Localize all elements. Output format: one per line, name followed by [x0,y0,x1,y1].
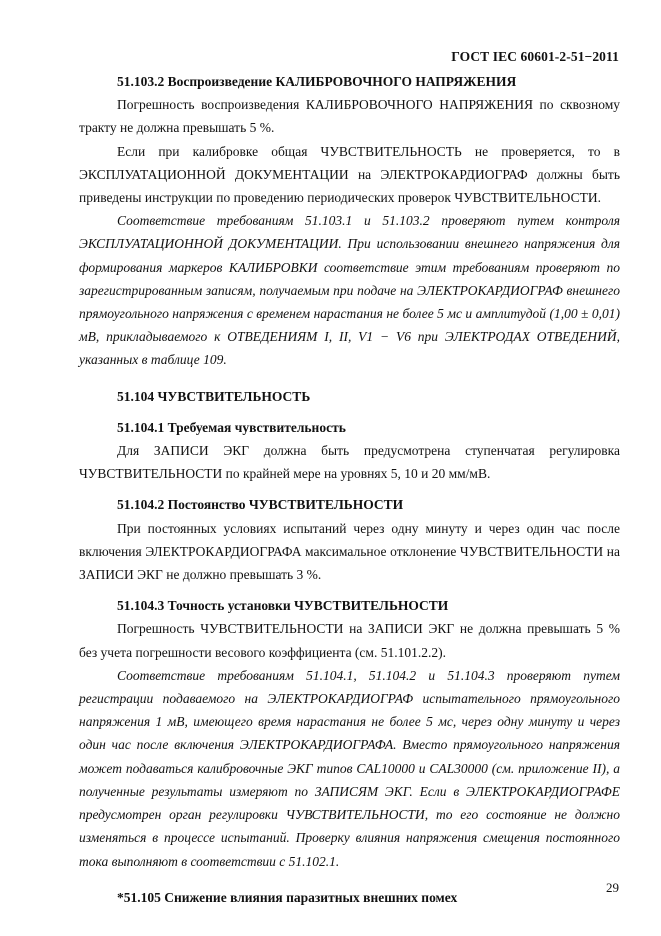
paragraph: При постоянных условиях испытаний через одну минуту и через один час после включения ЭЛЕКТРОКАРДИОГРАФА максимальное отклонение ЧУВСТВИТЕЛЬНОСТИ на ЗАПИСИ ЭКГ не должно превышать 3 %. [79,520,620,583]
heading-51-103-2: 51.103.2 Воспроизведение КАЛИБРОВОЧНОГО НАПРЯЖЕНИЯ [117,74,517,89]
paragraph: Погрешность воспроизведения КАЛИБРОВОЧНОГО НАПРЯЖЕНИЯ по сквозному тракту не должна превышать 5 %. [79,97,620,136]
document-header: ГОСТ IEC 60601-2-51−2011 [451,49,619,64]
page-number: 29 [606,880,619,895]
heading-51-104: 51.104 ЧУВСТВИТЕЛЬНОСТЬ [117,388,311,404]
paragraph: Для ЗАПИСИ ЭКГ должна быть предусмотрена ступенчатая регулировка ЧУВСТВИТЕЛЬНОСТИ по крайней мере на уровнях 5, 10 и 20 мм/мВ. [79,443,620,482]
paragraph: Если при калибровке общая ЧУВСТВИТЕЛЬНОСТЬ не проверяется, то в ЭКСПЛУАТАЦИОННОЙ ДОКУМЕНТАЦИИ на ЭЛЕКТРОКАРДИОГРАФ должны быть приведены инструкции по проведению периодических проверок ЧУВСТВИТЕЛЬНОСТИ. [79,143,620,206]
compliance-paragraph: Соответствие требованиям 51.104.1, 51.104.2 и 51.104.3 проверяют путем регистрации подаваемого на ЭЛЕКТРОКАРДИОГРАФ испытательного прямоугольного напряжения 1 мВ, имеющего время нарастания не более 5 мс, через одну минуту и через один час после включения ЭЛЕКТРОКАРДИОГРАФА. Вместо прямоугольного напряжения может подаваться калибровочные ЭКГ типов CAL10000 и CAL30000 (см. приложение II), а полученные результаты измеряют по ЗАПИСЯМ ЭКГ. Если в ЭЛЕКТРОКАРДИОГРАФЕ предусмотрен орган регулировки ЧУВСТВИТЕЛЬНОСТИ, то его состояние не должно изменяться в процессе испытаний. Проверку влияния напряжения смещения постоянного тока выполняют в соответствии с 51.102.1. [79,667,620,869]
heading-51-105: *51.105 Снижение влияния паразитных внешних помех [117,889,458,905]
paragraph: Погрешность ЧУВСТВИТЕЛЬНОСТИ на ЗАПИСИ ЭКГ не должна превышать 5 % без учета погрешности весового коэффициента (см. 51.101.2.2). [79,621,620,660]
heading-51-104-3: 51.104.3 Точность установки ЧУВСТВИТЕЛЬНОСТИ [117,598,449,614]
heading-51-104-1: 51.104.1 Требуемая чувствительность [117,419,346,435]
document-body [79,70,620,909]
heading-51-104-2: 51.104.2 Постоянство ЧУВСТВИТЕЛЬНОСТИ [117,497,404,513]
compliance-paragraph: Соответствие требованиям 51.103.1 и 51.103.2 проверяют путем контроля ЭКСПЛУАТАЦИОННОЙ ДОКУМЕНТАЦИИ. При использовании внешнего напряжения для формирования маркеров КАЛИБРОВКИ соответствие этим требованиям проверяют по зарегистрированным записям, получаемым при подаче на ЭЛЕКТРОКАРДИОГРАФ внешнего прямоугольного напряжения с временем нарастания не более 5 мс и амплитудой (1,00 ± 0,01) мВ, прикладываемого к ОТВЕДЕНИЯМ I, II, V1 − V6 при ЭЛЕКТРОДАХ ОТВЕДЕНИЙ, указанных в таблице 109. [79,213,620,368]
